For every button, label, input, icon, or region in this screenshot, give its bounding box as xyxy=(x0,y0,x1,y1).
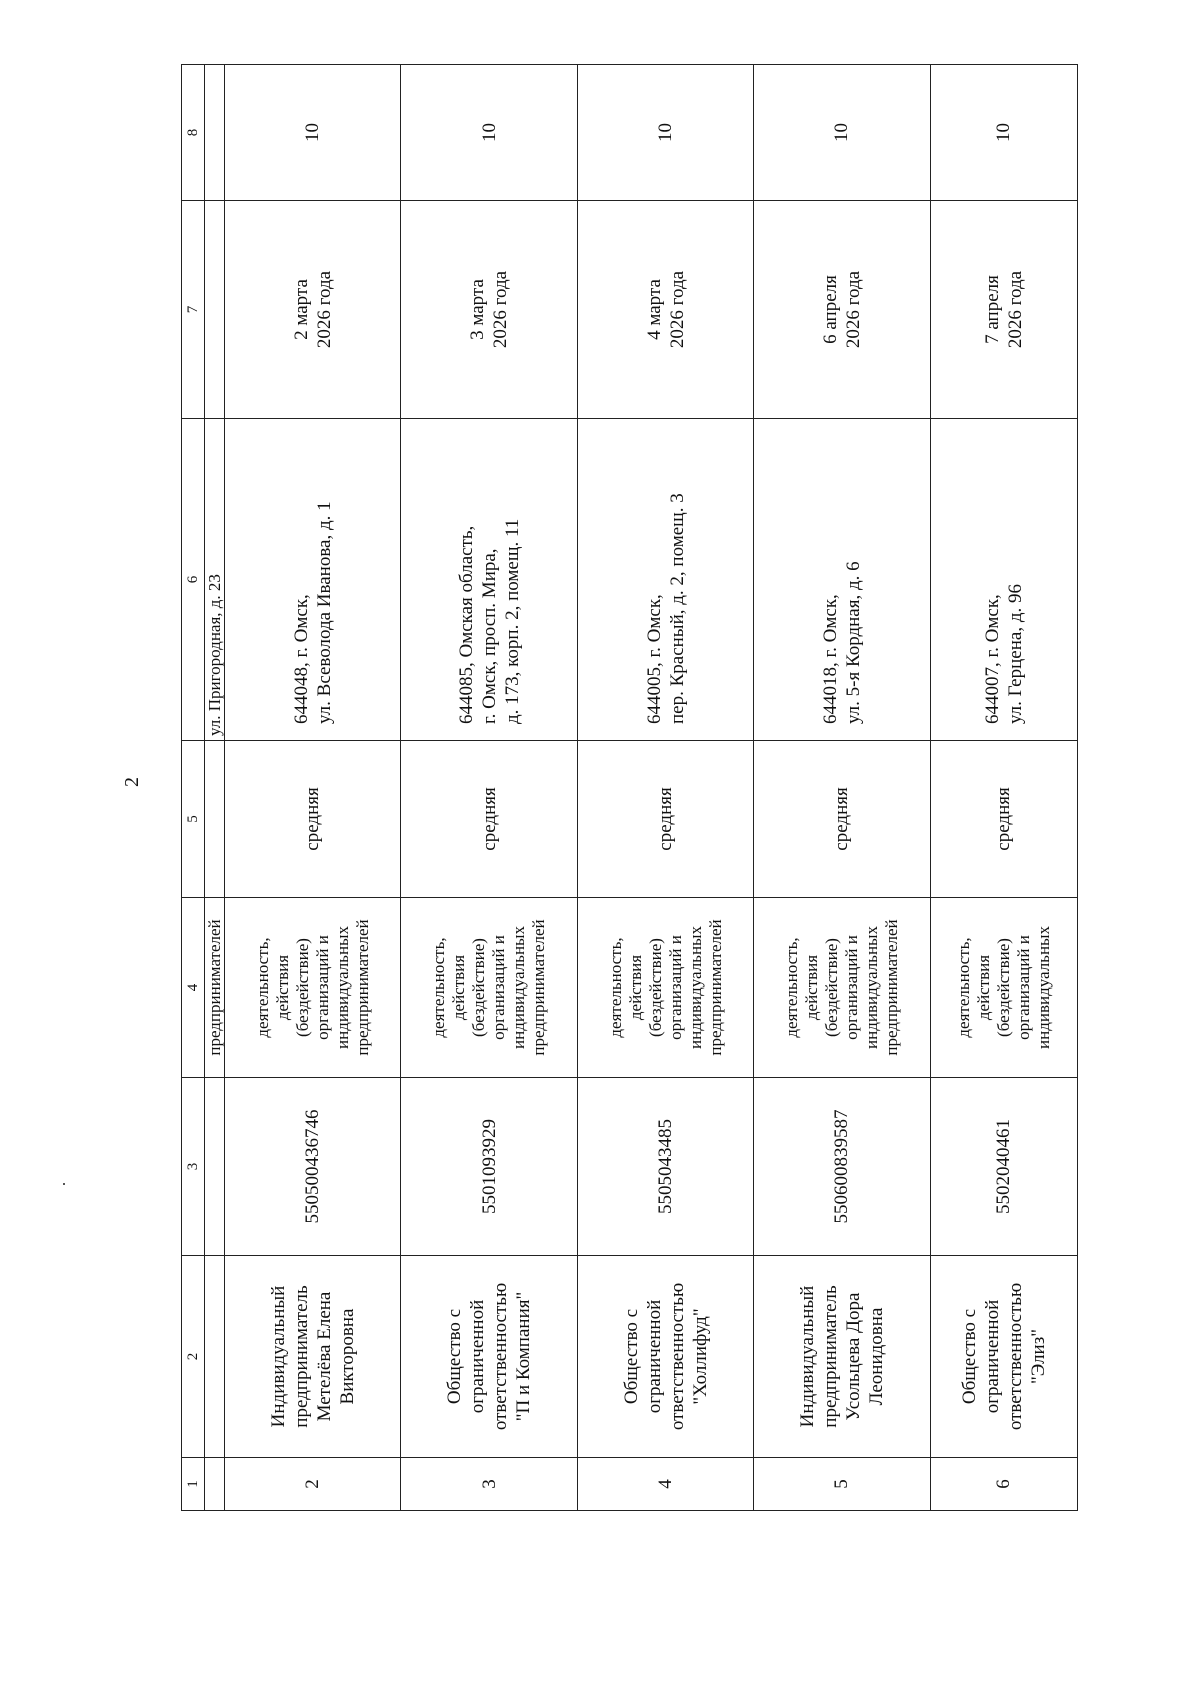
activity-object-line: деятельность, xyxy=(429,937,449,1038)
address-line: г. Омск, просп. Мира, xyxy=(478,548,500,724)
organization-name-line: Общество с xyxy=(444,1308,466,1405)
inspection-date-cell xyxy=(577,201,753,419)
continuation-cell xyxy=(205,1078,225,1256)
inn-number-cell: 5501093929 xyxy=(401,1078,577,1256)
duration-cell: 10 xyxy=(401,65,577,201)
activity-object-line: действия xyxy=(449,954,469,1021)
activity-object-line: действия xyxy=(973,954,993,1021)
column-header: 8 xyxy=(182,65,205,201)
inspection-date-line: 2026 года xyxy=(666,270,688,349)
address-cell xyxy=(225,419,401,741)
column-header: 3 xyxy=(182,1078,205,1256)
organization-name-line: ответственностью xyxy=(666,1282,688,1431)
continuation-cell xyxy=(205,201,225,419)
continuation-cell xyxy=(205,65,225,201)
address-line: д. 173, корп. 2, помещ. 11 xyxy=(501,518,523,724)
table-row xyxy=(225,65,401,1511)
inspection-date-cell xyxy=(754,201,930,419)
organization-name-line: ограниченной xyxy=(643,1299,665,1414)
organization-name-line: предприниматель xyxy=(290,1285,312,1428)
activity-object-line: (бездействие) xyxy=(821,938,841,1037)
activity-object-line: индивидуальных xyxy=(509,926,529,1049)
duration-cell: 10 xyxy=(930,65,1077,201)
continuation-row xyxy=(205,65,225,1511)
activity-object-line: индивидуальных xyxy=(685,926,705,1049)
activity-object-line: организаций и xyxy=(489,935,509,1040)
activity-object-cell xyxy=(401,898,577,1078)
activity-object-line: (бездействие) xyxy=(645,938,665,1037)
activity-object-line: предпринимателей xyxy=(352,919,372,1056)
inn-number-cell: 550500436746 xyxy=(225,1078,401,1256)
address-cell xyxy=(577,419,753,741)
organization-name-line: Леонидовна xyxy=(865,1307,887,1406)
address-line: пер. Красный, д. 2, помещ. 3 xyxy=(666,493,688,724)
activity-object-line: деятельность, xyxy=(953,937,973,1038)
row-number-cell: 2 xyxy=(225,1458,401,1511)
activity-object-line: индивидуальных xyxy=(1033,926,1053,1049)
address-line: ул. Всеволода Иванова, д. 1 xyxy=(313,501,335,724)
row-number-cell: 4 xyxy=(577,1458,753,1511)
organization-name-line: Метелёва Елена xyxy=(313,1291,335,1422)
inspection-date-line: 2 марта xyxy=(290,279,312,340)
continuation-cell xyxy=(205,1256,225,1458)
organization-name-line: Индивидуальный xyxy=(796,1285,818,1428)
table-row xyxy=(930,65,1077,1511)
activity-object-line: (бездействие) xyxy=(292,938,312,1037)
organization-name-line: ограниченной xyxy=(467,1299,489,1414)
inspection-date-line: 2026 года xyxy=(490,270,512,349)
organization-name-line: предприниматель xyxy=(819,1285,841,1428)
risk-category-cell: средняя xyxy=(401,741,577,898)
inspection-date-cell xyxy=(401,201,577,419)
rotated-table-wrapper xyxy=(181,65,1078,1511)
column-header: 4 xyxy=(182,898,205,1078)
scan-speck xyxy=(63,1183,65,1185)
continuation-cell xyxy=(205,1458,225,1511)
activity-object-line: (бездействие) xyxy=(993,938,1013,1037)
inspection-date-cell xyxy=(930,201,1077,419)
activity-object-line: деятельность, xyxy=(605,937,625,1038)
activity-object-line: действия xyxy=(625,954,645,1021)
organization-name-line: Общество с xyxy=(958,1308,980,1405)
activity-object-line: (бездействие) xyxy=(469,938,489,1037)
address-cell xyxy=(930,419,1077,741)
column-header: 5 xyxy=(182,741,205,898)
address-line: 644007, г. Омск, xyxy=(981,594,1003,724)
table-row xyxy=(754,65,930,1511)
column-number-row xyxy=(182,65,205,1511)
address-line: 644085, Омская область, xyxy=(455,525,477,724)
activity-object-line: организаций и xyxy=(1013,935,1033,1040)
organization-name-line: ограниченной xyxy=(981,1299,1003,1414)
address-line: 644018, г. Омск, xyxy=(819,594,841,724)
organization-name-line: Викторовна xyxy=(336,1308,358,1405)
activity-object-line: организаций и xyxy=(841,935,861,1040)
activity-object-cell xyxy=(754,898,930,1078)
organization-name-cell xyxy=(577,1256,753,1458)
column-header: 1 xyxy=(182,1458,205,1511)
address-line: 644048, г. Омск, xyxy=(290,594,312,724)
activity-object-line: предпринимателей xyxy=(529,919,549,1056)
column-header: 6 xyxy=(182,419,205,741)
activity-object-line: деятельность, xyxy=(781,937,801,1038)
inspection-schedule-table xyxy=(181,64,1078,1511)
organization-name-line: "Элиз" xyxy=(1027,1329,1049,1384)
activity-object-line: организаций и xyxy=(665,935,685,1040)
column-header: 7 xyxy=(182,201,205,419)
activity-object-line: деятельность, xyxy=(252,937,272,1038)
organization-name-cell xyxy=(401,1256,577,1458)
duration-cell: 10 xyxy=(754,65,930,201)
continuation-address: ул. Пригородная, д. 23 xyxy=(205,419,225,741)
inspection-date-line: 2026 года xyxy=(1004,270,1026,349)
continuation-cell xyxy=(205,741,225,898)
inspection-date-line: 7 апреля xyxy=(981,275,1003,344)
risk-category-cell: средняя xyxy=(754,741,930,898)
continuation-activity: предпринимателей xyxy=(205,898,225,1078)
address-cell xyxy=(401,419,577,741)
inspection-date-line: 2026 года xyxy=(313,270,335,349)
activity-object-line: действия xyxy=(801,954,821,1021)
address-line: ул. Герцена, д. 96 xyxy=(1004,584,1026,724)
table-row xyxy=(577,65,753,1511)
duration-cell: 10 xyxy=(225,65,401,201)
activity-object-cell xyxy=(930,898,1077,1078)
address-cell xyxy=(754,419,930,741)
duration-cell: 10 xyxy=(577,65,753,201)
activity-object-line: действия xyxy=(272,954,292,1021)
column-header: 2 xyxy=(182,1256,205,1458)
organization-name-line: Усольцева Дора xyxy=(842,1292,864,1421)
row-number-cell: 3 xyxy=(401,1458,577,1511)
address-line: ул. 5-я Кордная, д. 6 xyxy=(842,561,864,724)
organization-name-line: ответственностью xyxy=(1004,1282,1026,1431)
inspection-date-line: 4 марта xyxy=(643,279,665,340)
inn-number-cell: 550600839587 xyxy=(754,1078,930,1256)
organization-name-line: ответственностью xyxy=(490,1282,512,1431)
row-number-cell: 6 xyxy=(930,1458,1077,1511)
table-row xyxy=(401,65,577,1511)
activity-object-line: предпринимателей xyxy=(705,919,725,1056)
inspection-date-line: 2026 года xyxy=(842,270,864,349)
inspection-date-cell xyxy=(225,201,401,419)
activity-object-line: индивидуальных xyxy=(332,926,352,1049)
activity-object-cell xyxy=(577,898,753,1078)
activity-object-cell xyxy=(225,898,401,1078)
organization-name-line: "П и Компания" xyxy=(513,1291,535,1422)
activity-object-line: предпринимателей xyxy=(881,919,901,1056)
row-number-cell: 5 xyxy=(754,1458,930,1511)
risk-category-cell: средняя xyxy=(930,741,1077,898)
organization-name-cell xyxy=(225,1256,401,1458)
activity-object-line: организаций и xyxy=(312,935,332,1040)
organization-name-line: Общество с xyxy=(620,1308,642,1405)
organization-name-cell xyxy=(754,1256,930,1458)
inn-number-cell: 5502040461 xyxy=(930,1078,1077,1256)
address-line: 644005, г. Омск, xyxy=(643,594,665,724)
activity-object-line: индивидуальных xyxy=(861,926,881,1049)
page-number: 2 xyxy=(121,777,143,787)
organization-name-cell xyxy=(930,1256,1077,1458)
organization-name-line: Индивидуальный xyxy=(267,1285,289,1428)
inn-number-cell: 5505043485 xyxy=(577,1078,753,1256)
inspection-date-line: 6 апреля xyxy=(819,275,841,344)
risk-category-cell: средняя xyxy=(577,741,753,898)
organization-name-line: "Холлифуд" xyxy=(689,1308,711,1405)
risk-category-cell: средняя xyxy=(225,741,401,898)
inspection-date-line: 3 марта xyxy=(467,279,489,340)
